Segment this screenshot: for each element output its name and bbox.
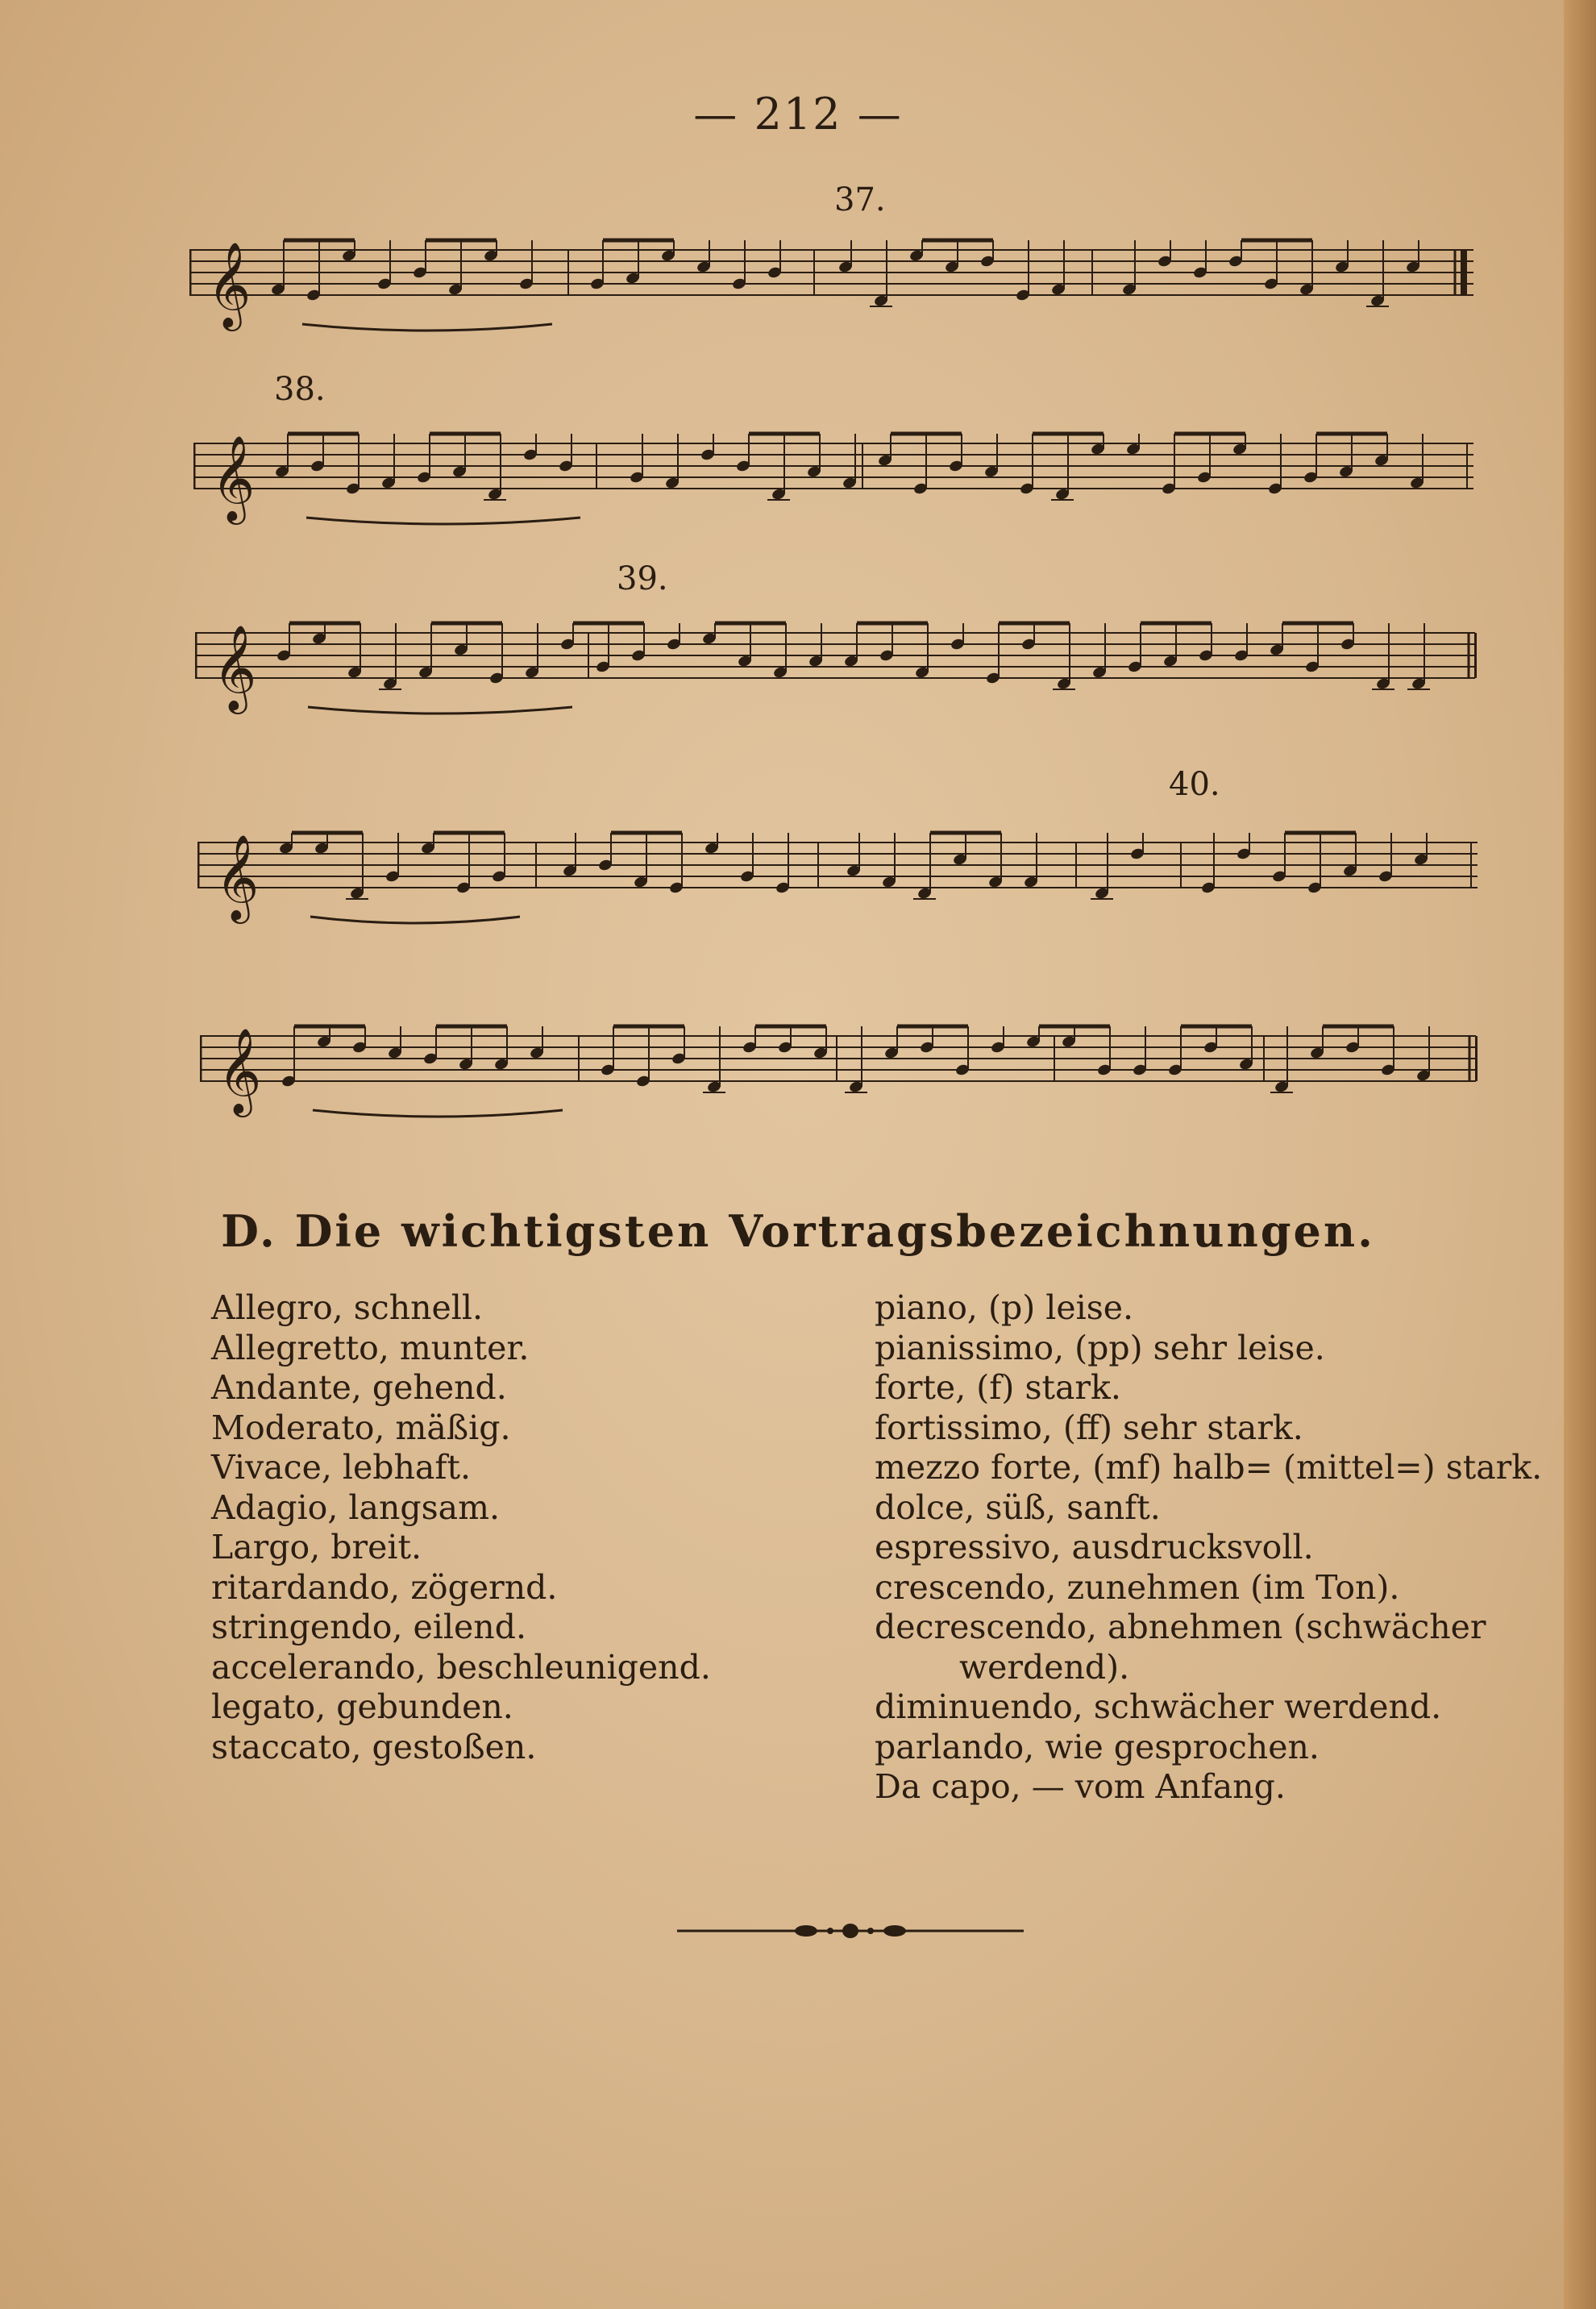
term-entry: Largo, breit. xyxy=(211,1528,422,1566)
term-entry-continuation: werdend). xyxy=(959,1647,1130,1687)
slur-mark xyxy=(310,917,520,923)
exercise-number-39: 39. xyxy=(617,560,668,597)
term-entry: diminuendo, schwächer werdend. xyxy=(875,1687,1442,1726)
slur-mark xyxy=(306,518,580,524)
page-spine-edge xyxy=(1564,0,1596,2309)
term-entry: ritardando, zögernd. xyxy=(211,1567,558,1607)
ornament-divider xyxy=(669,1919,1032,1943)
exercise-number-40: 40. xyxy=(1169,766,1220,803)
music-staff-3 xyxy=(195,601,1477,746)
term-entry: mezzo forte, (mf) halb= (mittel=) stark. xyxy=(875,1448,1543,1487)
page-number: — 212 — xyxy=(693,89,903,139)
treble-clef-icon: 𝄞 xyxy=(213,624,257,710)
term-entry: Da capo, — vom Anfang. xyxy=(875,1767,1286,1806)
exercise-number-38: 38. xyxy=(274,371,326,408)
slur-mark xyxy=(313,1110,563,1117)
treble-clef-icon: 𝄞 xyxy=(215,834,260,920)
term-entry: forte, (f) stark. xyxy=(875,1368,1121,1407)
term-entry: espressivo, ausdrucksvoll. xyxy=(875,1528,1314,1566)
term-entry: parlando, wie gesprochen. xyxy=(875,1727,1320,1766)
music-staff-2 xyxy=(193,411,1475,548)
term-entry: Allegro, schnell. xyxy=(211,1288,484,1327)
slur-mark xyxy=(302,324,552,331)
term-entry: Moderato, mäßig. xyxy=(211,1408,511,1447)
term-entry: Vivace, lebhaft. xyxy=(211,1448,472,1487)
term-entry: accelerando, beschleunigend. xyxy=(211,1647,711,1687)
slur-mark xyxy=(308,707,572,714)
treble-clef-icon: 𝄞 xyxy=(207,241,251,327)
treble-clef-icon: 𝄞 xyxy=(218,1027,262,1113)
music-staff-1 xyxy=(189,218,1475,355)
term-entry: Adagio, langsam. xyxy=(211,1487,501,1527)
final-barline xyxy=(1461,250,1467,295)
term-entry: stringendo, eilend. xyxy=(211,1608,526,1646)
treble-clef-icon: 𝄞 xyxy=(211,435,256,521)
term-entry: Andante, gehend. xyxy=(211,1368,507,1407)
term-entry: fortissimo, (ff) sehr stark. xyxy=(875,1408,1303,1447)
term-entry: crescendo, zunehmen (im Ton). xyxy=(875,1567,1400,1607)
final-barline xyxy=(1475,1036,1478,1081)
final-barline xyxy=(1474,633,1477,678)
term-entry: staccato, gestoßen. xyxy=(211,1727,537,1766)
music-staff-5 xyxy=(200,1004,1478,1149)
section-heading: D. Die wichtigsten Vortragsbezeichnungen. xyxy=(221,1205,1375,1257)
term-entry: legato, gebunden. xyxy=(211,1687,513,1726)
term-entry: Allegretto, munter. xyxy=(211,1328,530,1367)
exercise-number-37: 37. xyxy=(834,181,886,218)
term-entry: dolce, süß, sanft. xyxy=(875,1487,1161,1527)
term-entry: pianissimo, (pp) sehr leise. xyxy=(875,1328,1325,1367)
terms-right-column xyxy=(875,1288,1542,1808)
music-staff-4 xyxy=(197,810,1479,955)
term-entry: piano, (p) leise. xyxy=(875,1288,1134,1327)
term-entry: decrescendo, abnehmen (schwächer xyxy=(875,1608,1486,1646)
terms-left-column xyxy=(211,1288,711,1767)
